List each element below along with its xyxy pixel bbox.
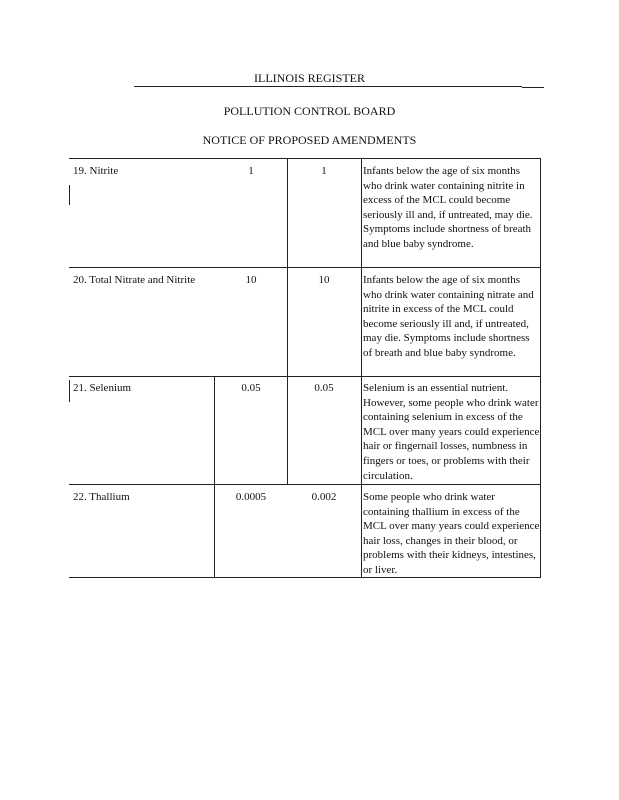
mcl-value: 1: [321, 165, 327, 177]
table-rule: [69, 484, 361, 485]
table-rule: [69, 380, 70, 402]
table-rule: [361, 376, 541, 377]
table-rule: [361, 158, 362, 577]
contaminant-name: 20. Total Nitrate and Nitrite: [73, 274, 196, 286]
notice-title: NOTICE OF PROPOSED AMENDMENTS: [202, 133, 417, 147]
table-rule: [69, 376, 361, 377]
health-effects: Some people who drink water containing thallium in excess of the MCL over many years could experience hair loss, changes in their blood, or problems with their kidneys, intestines, or liver.: [363, 491, 540, 576]
table-rule: [69, 158, 361, 159]
mclg-value: 10: [245, 274, 257, 286]
header-rule-tail: [522, 87, 544, 88]
table-rule: [361, 484, 541, 485]
mclg-value: 1: [248, 165, 254, 177]
mclg-value: 0.05: [241, 382, 261, 394]
contaminant-name: 22. Thallium: [73, 491, 130, 503]
contaminant-name: 19. Nitrite: [73, 165, 119, 177]
table-rule: [361, 158, 541, 159]
register-title: ILLINOIS REGISTER: [254, 71, 365, 85]
mclg-value: 0.0005: [235, 491, 267, 503]
health-effects: Selenium is an essential nutrient. However, some people who drink water containing selenium in excess of the MCL over many years could experience hair or fingernail losses, numbness in fingers or toes, or problems with their circulation.: [363, 382, 540, 482]
table-rule: [287, 158, 288, 484]
mcl-value: 0.05: [314, 382, 334, 394]
contaminant-name: 21. Selenium: [73, 382, 132, 394]
mcl-value: 10: [318, 274, 330, 286]
health-effects: Infants below the age of six months who drink water containing nitrate and nitrite in excess of the MCL could become seriously ill and, if untreated, may die. Symptoms include shortness of breath and blue baby syndrome.: [363, 274, 534, 359]
header-rule: [134, 86, 522, 87]
table-rule: [69, 267, 541, 268]
board-title: POLLUTION CONTROL BOARD: [223, 104, 396, 118]
table-rule: [69, 185, 70, 205]
table-rule: [214, 376, 215, 577]
mcl-value: 0.002: [311, 491, 337, 503]
health-effects: Infants below the age of six months who drink water containing nitrite in excess of the MCL could become seriously ill and, if untreated, may die. Symptoms include shortness of breath and blue baby syndrome.: [363, 165, 533, 250]
